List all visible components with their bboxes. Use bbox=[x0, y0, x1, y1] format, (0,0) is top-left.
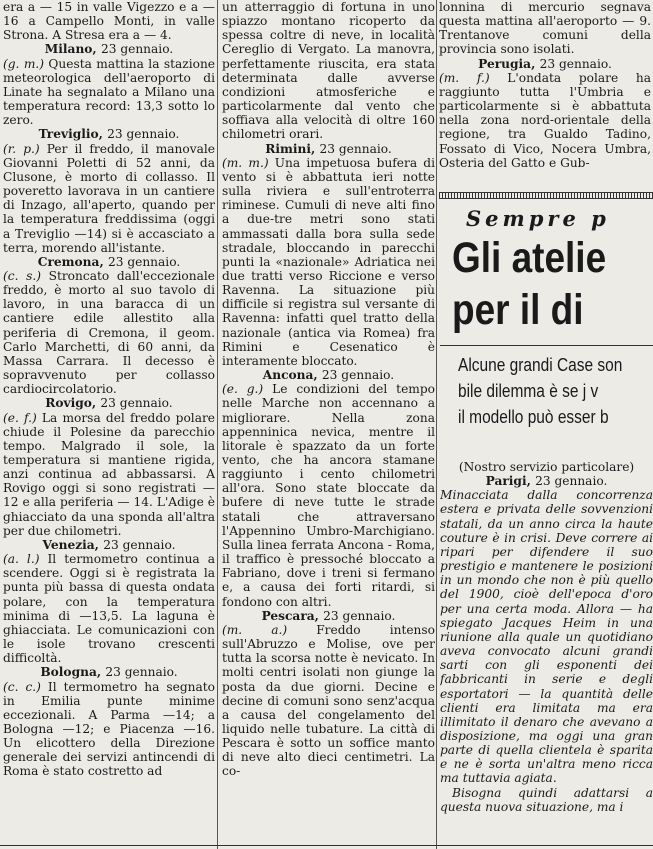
article-parigi-body-2: Bisogna quindi adattarsi a questa nuova situazione, ma i bbox=[440, 785, 653, 814]
dateline-venezia: Venezia, 23 gennaio. bbox=[42, 537, 176, 552]
lead-paragraph: lonnina di mercurio segnava questa mattina all'aeroporto — 9. Trentanove comuni della provincia sono isolati. bbox=[439, 0, 651, 57]
dateline-rimini: Rimini, 23 gennaio. bbox=[265, 141, 392, 156]
dateline-parigi: Parigi, 23 gennaio. bbox=[485, 474, 608, 489]
subhead-line-3: il modello può esser b bbox=[458, 407, 609, 427]
column-rule-1 bbox=[217, 0, 218, 849]
article-perugia: (m. f.) L'ondata polare ha raggiunto tutta l'Umbria e particolarmente si è abbattuta nella zona nord-orientale della regione, tra Gualdo Tadino, Fossato di Vico, Nocera Umbra, Osteria del Gatto e Gub- bbox=[439, 70, 651, 170]
article-pescara: (m. a.) Freddo intenso sull'Abruzzo e Molise, ove per tutta la scorsa notte è nevicato. In molti centri isolati non giunge la posta da due giorni. Decine e decine di comuni sono senz'acqua a causa del congelamento del liquido nelle tubature. La città di Pescara è sotto un soffice manto di neve alto dieci centimetri. La co- bbox=[222, 622, 435, 779]
lead-paragraph: era a — 15 in valle Vigezzo e a — 16 a Campello Monti, in valle Strona. A Stresa era a — 4. bbox=[3, 0, 215, 43]
article-ancona: (e. g.) Le condizioni del tempo nelle Marche non accennano a migliorare. Nella zona appenninica nevica, mentre il litorale è spazzato da un forte vento, che ha ancora stamane raggiunto i cento chilometri all'ora. Sono state bloccate da bufere di neve tutte le strade statali che attraversano l'Appennino Umbro-Marchigiano. Sulla linea ferrata Ancona - Roma, il traffico è pressoché bloccato a Fabriano, dove i treni si fermano e, a causa dei forti ritardi, si fondono con altri. bbox=[222, 382, 435, 609]
column-3 bbox=[439, 0, 651, 190]
servizio-line: (Nostro servizio particolare) bbox=[458, 460, 635, 474]
article-rovigo: (e. f.) La morsa del freddo polare chiude il Polesine da parecchio tempo. Malgrado il sole, la temperatura si mantiene rigida, anzi continua ad abbassarsi. A Rovigo oggi si sono registrati — 12 e alla periferia — 14. L'Adige è ghiacciato da una sponda all'altra per due chilometri. bbox=[3, 410, 215, 538]
lead-paragraph: un atterraggio di fortuna in uno spiazzo montano ricoperto da spessa coltre di neve, in località Cereglio di Vergato. La manovra, perfettamente riuscita, era stata determinata dalle avverse condizioni atmosferiche e particolarmente dal vento che soffiava alla velocità di oltre 160 chilometri orari. bbox=[222, 0, 435, 142]
dateline-pescara: Pescara, 23 gennaio. bbox=[261, 608, 396, 623]
headline-line-2: per il di bbox=[452, 286, 584, 334]
dateline-perugia: Perugia, 23 gennaio. bbox=[478, 56, 612, 71]
dateline-rovigo: Rovigo, 23 gennaio. bbox=[45, 396, 173, 411]
kicker: Sempre p bbox=[466, 206, 610, 231]
article-rimini: (m. m.) Una impetuosa bufera di vento si è abbattuta ieri notte sulla riviera e sull'entroterra riminese. Cumuli di neve alti fino a due-tre metri sono stati ammassati dalla bora sulla sede stradale, bloccando in parecchi punti la «nazionale» Adriatica nei due tratti verso Riccione e verso Ravenna. La situazione più difficile si registra sul versante di Ravenna: infatti quel tratto della nazionale (antica via Romea) fra Rimini e Cesenatico è interamente bloccato. bbox=[222, 155, 435, 368]
article-body bbox=[440, 460, 653, 845]
column-1 bbox=[3, 0, 215, 849]
dateline-cremona: Cremona, 23 gennaio. bbox=[37, 254, 181, 269]
dateline-ancona: Ancona, 23 gennaio. bbox=[262, 368, 395, 383]
dateline-milano: Milano, 23 gennaio. bbox=[44, 42, 174, 57]
article-cremona: (c. s.) Stroncato dall'eccezionale freddo, è morto al suo tavolo di lavoro, in una baracca di un cantiere edile allestito alla periferia di Cremona, il geom. Carlo Marchetti, di 60 anni, da Massa Carrara. Il decesso è sopravvenuto per collasso cardiocircolatorio. bbox=[3, 268, 215, 397]
divider-rule bbox=[439, 192, 653, 199]
article-parigi-body: Minacciata dalla concorrenza estera e privata delle sovvenzioni statali, da un anno circa la haute couture è in crisi. Deve correre ai ripari per difendere il suo prestigio e mantenere le posizioni in un mondo che non è più quello del 1900, cioè dell'epoca d'oro per una certa moda. Allora — ha spiegato Jacques Heim in una riunione alla quale un quotidiano aveva convocato alcuni grandi sarti con gli esponenti dei fabbricanti in serie e degli esportatori — la quantità delle clienti era limitata ma era illimitato il denaro che avevano a disposizione, ma oggi una gran parte di quella clientela è sparita e ne è sorta un'altra meno ricca ma tuttavia agiata. bbox=[440, 488, 653, 786]
subhead-line-2: bile dilemma è se j v bbox=[458, 381, 599, 401]
headline-rule bbox=[440, 345, 653, 346]
headline-line-1: Gli atelie bbox=[452, 234, 607, 282]
article-venezia: (a. l.) Il termometro continua a scendere. Oggi si è registrata la punta più bassa di questa ondata polare, con la temperatura minima di —13,5. La laguna è ghiacciata. Le comunicazioni con le isole trovano crescenti difficoltà. bbox=[3, 552, 215, 666]
column-rule-2 bbox=[436, 0, 437, 849]
article-treviglio: (r. p.) Per il freddo, il manovale Giovanni Poletti di 52 anni, da Clusone, è morto di collasso. Il poveretto lavorava in un cantiere di Inzago, all'aperto, quando per la temperatura freddissima (oggi a Treviglio —14) si è accasciato a terra, morendo all'istante. bbox=[3, 141, 215, 255]
bottom-rule bbox=[0, 845, 653, 846]
subhead-line-1: Alcune grandi Case son bbox=[458, 355, 623, 375]
dateline-bologna: Bologna, 23 gennaio. bbox=[40, 665, 178, 680]
column-2 bbox=[222, 0, 435, 849]
article-bologna: (c. c.) Il termometro ha segnato in Emilia punte minime eccezionali. A Parma —14; a Bologna —12; e Piacenza —16. Un elicottero della Direzione generale dei servizi antincendi di Roma è stato costretto ad bbox=[3, 679, 215, 779]
article-banner bbox=[440, 200, 653, 428]
article-milano: (g. m.) Questa mattina la stazione meteorologica dell'aeroporto di Linate ha segnalato a Milano una temperatura record: 13,3 sotto lo zero. bbox=[3, 56, 215, 128]
dateline-treviglio: Treviglio, 23 gennaio. bbox=[38, 127, 180, 142]
